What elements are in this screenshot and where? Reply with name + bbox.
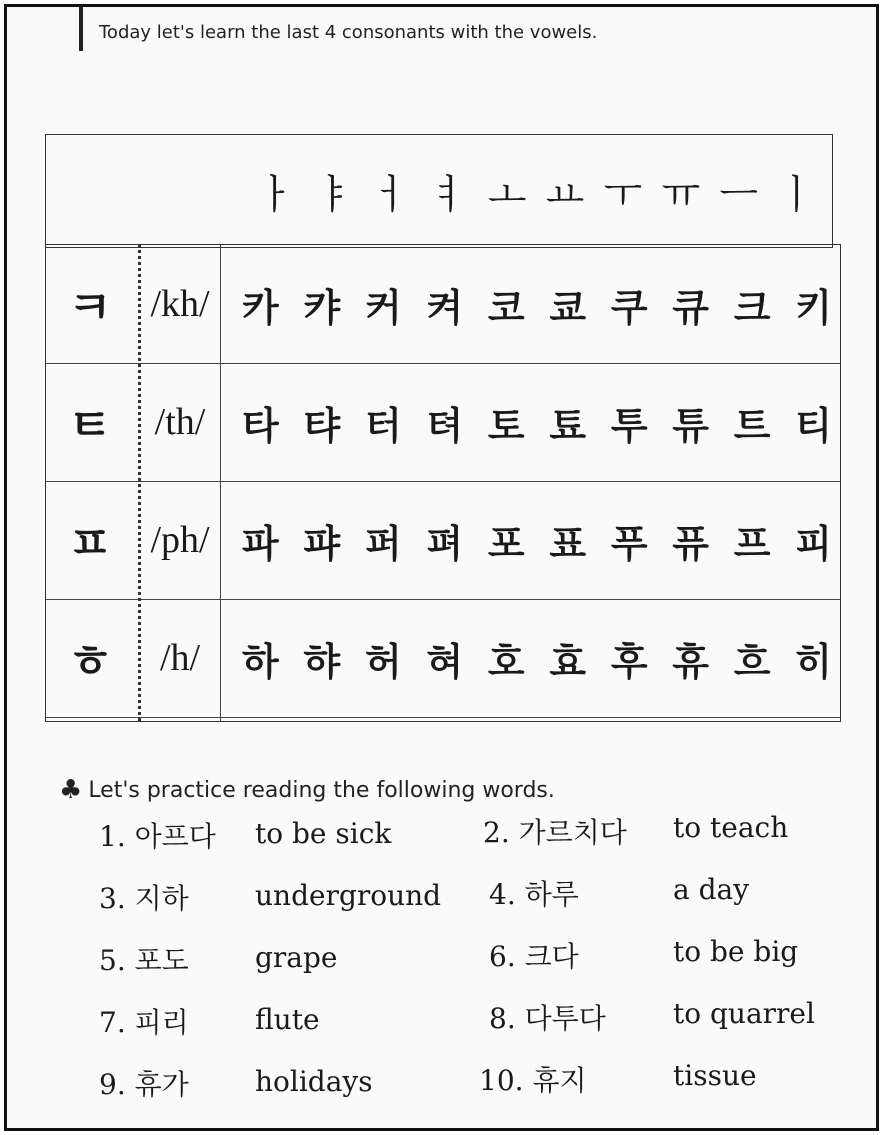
syllable: 하 — [242, 639, 279, 684]
syllable: 효 — [549, 639, 587, 684]
word-number: 7. — [99, 1006, 126, 1039]
sound-label: /kh/ — [150, 283, 210, 325]
word-korean: 하루 — [524, 878, 579, 911]
syllable: 휴 — [672, 639, 709, 684]
syllable: 켜 — [426, 285, 464, 330]
syllable: 히 — [795, 639, 832, 684]
vowel-row — [256, 135, 816, 247]
column-divider — [220, 245, 221, 721]
word-meaning: a day — [673, 873, 750, 906]
word-entry — [99, 1001, 189, 1041]
word-entry — [99, 877, 189, 917]
syllable: 코 — [487, 285, 525, 330]
syllable: 툐 — [549, 403, 587, 448]
syllable: 흐 — [733, 639, 771, 684]
syllable: 텨 — [426, 403, 464, 448]
syllable: 토 — [487, 403, 525, 448]
syllable: 표 — [549, 521, 587, 566]
syllable: 파 — [242, 521, 279, 566]
word-number: 4. — [489, 878, 516, 911]
syllable: 키 — [795, 285, 832, 330]
vowel-header-box — [45, 134, 833, 248]
vowel: ㅣ — [777, 171, 816, 218]
word-entry — [489, 935, 579, 975]
word-entry — [99, 815, 216, 855]
grid-row-ph — [46, 481, 840, 600]
syllable: 퓨 — [672, 521, 709, 566]
intro-text: Today let's learn the last 4 consonants with the vowels. — [99, 22, 598, 43]
syllable: 커 — [364, 285, 402, 330]
syllable-list — [242, 363, 832, 481]
word-number: 9. — [99, 1068, 126, 1101]
vowel: ㅠ — [661, 171, 701, 218]
word-number: 10. — [479, 1064, 524, 1097]
syllable: 터 — [364, 403, 402, 448]
syllable: 쿠 — [610, 285, 648, 330]
word-meaning: grape — [255, 941, 338, 974]
textbook-page — [4, 4, 879, 1131]
word-entry — [99, 939, 189, 979]
syllable: 포 — [487, 521, 525, 566]
header-rule — [79, 7, 83, 51]
word-meaning: to quarrel — [673, 997, 815, 1030]
consonant: ㅍ — [67, 516, 113, 570]
word-number: 1. — [99, 820, 126, 853]
syllable: 호 — [487, 639, 525, 684]
word-entry — [99, 1063, 189, 1103]
word-meaning: to teach — [673, 811, 789, 844]
word-korean: 포도 — [134, 944, 189, 977]
grid-row-h — [46, 599, 840, 718]
word-entry — [483, 811, 627, 851]
syllable: 퍄 — [303, 521, 341, 566]
word-korean: 휴가 — [134, 1068, 189, 1101]
consonant: ㅌ — [67, 398, 113, 452]
vowel: ㅕ — [429, 171, 469, 218]
syllable: 튜 — [672, 403, 709, 448]
practice-heading-text: Let's practice reading the following words. — [88, 777, 555, 803]
consonant: ㅋ — [67, 280, 113, 334]
word-number: 2. — [483, 816, 510, 849]
syllable: 혀 — [426, 639, 464, 684]
syllable-list — [242, 245, 832, 363]
syllable-grid — [45, 244, 841, 722]
word-meaning: tissue — [673, 1059, 757, 1092]
vowel: ㅏ — [256, 171, 295, 218]
practice-heading — [59, 777, 555, 803]
word-meaning: to be sick — [255, 817, 392, 850]
word-entry — [489, 997, 606, 1037]
syllable: 펴 — [426, 521, 464, 566]
word-meaning: to be big — [673, 935, 799, 968]
word-meaning: flute — [255, 1003, 320, 1036]
consonant: ㅎ — [67, 634, 113, 688]
syllable: 프 — [733, 521, 771, 566]
word-meaning: underground — [255, 879, 442, 912]
word-korean: 가르치다 — [518, 816, 627, 849]
word-number: 3. — [99, 882, 126, 915]
syllable: 퍼 — [364, 521, 402, 566]
vowel: ㅑ — [313, 171, 353, 218]
syllable: 햐 — [303, 639, 341, 684]
syllable: 푸 — [610, 521, 648, 566]
sound-label: /th/ — [154, 401, 206, 443]
vowel: ㅛ — [545, 171, 585, 218]
word-korean: 휴지 — [532, 1064, 587, 1097]
grid-row-th — [46, 363, 840, 482]
sound-label: /ph/ — [150, 519, 210, 561]
word-korean: 피리 — [134, 1006, 189, 1039]
word-meaning: holidays — [255, 1065, 373, 1098]
word-number: 8. — [489, 1002, 516, 1035]
syllable: 캬 — [303, 285, 341, 330]
word-entry — [479, 1059, 587, 1099]
syllable: 크 — [733, 285, 771, 330]
syllable: 트 — [733, 403, 771, 448]
syllable-list — [242, 599, 832, 717]
vowel: ㅓ — [371, 171, 411, 218]
word-korean: 아프다 — [134, 820, 216, 853]
vowel: ㅗ — [487, 171, 527, 218]
grid-row-kh — [46, 245, 840, 364]
syllable: 투 — [610, 403, 648, 448]
word-korean: 지하 — [134, 882, 189, 915]
syllable: 탸 — [303, 403, 341, 448]
word-korean: 다투다 — [524, 1002, 606, 1035]
syllable: 큐 — [672, 285, 709, 330]
vowel: ㅜ — [603, 171, 643, 218]
syllable: 티 — [795, 403, 832, 448]
syllable: 후 — [610, 639, 648, 684]
word-number: 5. — [99, 944, 126, 977]
syllable: 카 — [242, 285, 279, 330]
word-korean: 크다 — [524, 940, 579, 973]
syllable-list — [242, 481, 832, 599]
word-entry — [489, 873, 579, 913]
syllable: 허 — [364, 639, 402, 684]
sound-label: /h/ — [159, 637, 201, 679]
syllable: 타 — [242, 403, 279, 448]
word-number: 6. — [489, 940, 516, 973]
club-icon: ♣ — [59, 775, 83, 805]
vowel: ㅡ — [719, 171, 759, 218]
dotted-divider — [138, 245, 141, 721]
syllable: 피 — [795, 521, 832, 566]
syllable: 쿄 — [549, 285, 587, 330]
